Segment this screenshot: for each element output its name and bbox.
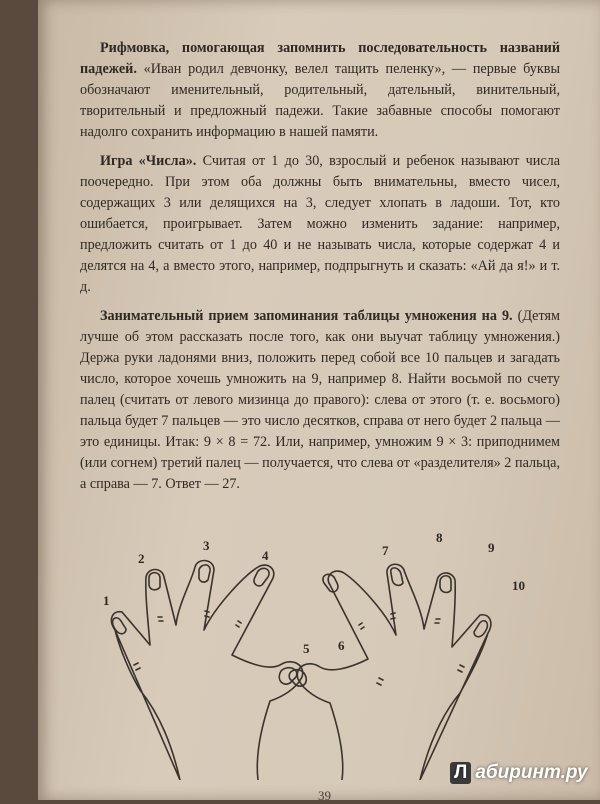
finger-number-4: 4	[262, 548, 269, 563]
paragraph-numbers-game	[80, 151, 560, 298]
paragraph-rhyme-body: «Иван родил девчонку, велел тащить пеленку», — первые буквы обозначают именительный, родительный, дательный, винительный, творительный и предложный падежи. Такие забавные способы помогают надолго сохранить информацию в нашей памяти.	[80, 61, 560, 140]
hands-illustration	[0, 525, 600, 780]
left-hand-nail-4	[254, 568, 269, 586]
finger-number-10: 10	[512, 578, 525, 593]
paragraph-rhyme	[80, 38, 560, 143]
paragraph-times-nine	[80, 306, 560, 495]
finger-number-9: 9	[488, 540, 495, 555]
finger-number-6: 6	[338, 638, 345, 653]
paragraph-numbers-game-body: Считая от 1 до 30, взрослый и ребенок называют числа поочередно. При этом оба должны быть внимательны, вместо чисел, содержащих 3 или делящихся на 3, следует хлопать в ладоши. Тот, кто ошибается, проигрывает. Затем можно изменить задание: например, предложить считать от 1 до 40 и не называть числа, которые содержат 4 и делятся на 4, а вместо этого, например, подпрыгнуть и сказать: «Ай да я!» и т. д.	[80, 153, 560, 295]
page-number: 39	[318, 788, 331, 803]
left-hand-nail-3	[199, 565, 210, 582]
finger-number-3: 3	[203, 538, 210, 553]
right-hand-nail-7	[323, 574, 338, 592]
left-hand-nail-2	[149, 573, 160, 590]
labirint-watermark	[450, 762, 595, 792]
right-hand-nail-9	[440, 576, 451, 593]
paragraph-rhyme-title: Рифмовка, помогающая запомнить последовательность названий падежей.	[80, 40, 560, 77]
paragraph-times-nine-body: (Детям лучше об этом рассказать после того, как они выучат таблицу умножения.) Держа руки ладонями вниз, положить перед собой все 10 пальцев и загадать число, которое хочешь умножить на 9, например 8. Найти восьмой по счету палец (считать от левого мизинца до правого): слева от этого (т. е. восьмого) пальца будет 7 пальцев — это число десятков, справа от него будет 2 пальца — это единицы. Итак: 9 × 8 = 72. Или, например, умножим 9 × 3: приподнимем (или согнем) третий палец — получается, что слева от «разделителя» 2 пальца, а справа — 7. Ответ — 27.	[80, 308, 560, 492]
watermark-text: абиринт.ру	[475, 762, 588, 783]
page-text	[80, 38, 560, 503]
finger-number-8: 8	[436, 530, 443, 545]
right-hand-knuckle-marks	[359, 613, 464, 685]
right-hand-nail-10	[474, 621, 487, 637]
finger-number-2: 2	[138, 551, 145, 566]
finger-number-1: 1	[103, 593, 110, 608]
watermark-badge: Л	[450, 762, 471, 784]
finger-number-7: 7	[382, 543, 389, 558]
left-hand-outline	[111, 561, 302, 780]
paragraph-times-nine-title: Занимательный прием запоминания таблицы умножения на 9.	[100, 308, 513, 324]
finger-number-5: 5	[303, 641, 310, 656]
right-hand-nail-8	[391, 568, 403, 585]
paragraph-numbers-game-title: Игра «Числа».	[100, 153, 197, 169]
